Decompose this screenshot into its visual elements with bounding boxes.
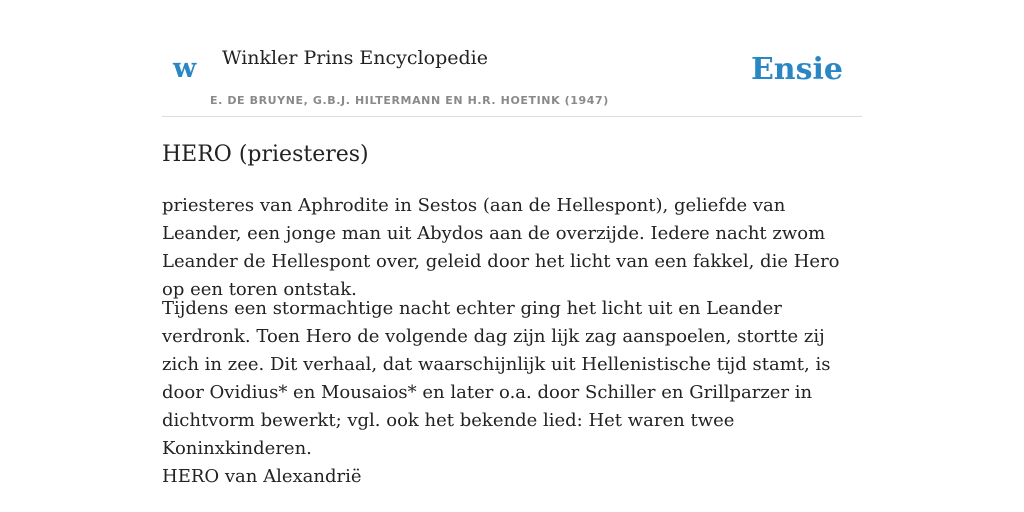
- entry-title: HERO (priesteres): [162, 142, 369, 167]
- source-logo[interactable]: w: [173, 53, 197, 84]
- entry-paragraph: Tijdens een stormachtige nacht echter ging het licht uit en Leander verdronk. Toen Hero de volgende dag zijn lijk zag aanspoelen, stortte zij zich in zee. Dit verhaal, dat waarschijnlijk uit Hellenistische tijd stamt, is door Ovidius* en Mousaios* en later o.a. door Schiller en Grillparzer in dichtvorm bewerkt; vgl. ook het bekende lied: Het waren twee Koninxkinderen.: [162, 298, 831, 459]
- next-entry-link[interactable]: HERO van Alexandrië: [162, 466, 362, 487]
- source-authors: E. DE BRUYNE, G.B.J. HILTERMANN EN H.R. HOETINK (1947): [210, 94, 609, 107]
- entry-paragraph: priesteres van Aphrodite in Sestos (aan de Hellespont), geliefde van Leander, een jonge man uit Abydos aan de overzijde. Iedere nacht zwom Leander de Hellespont over, geleid door het licht van een fakkel, die Hero op een toren ontstak.: [162, 195, 840, 300]
- source-title[interactable]: Winkler Prins Encyclopedie: [222, 47, 488, 69]
- header: [162, 0, 862, 117]
- page: [162, 0, 862, 487]
- ensie-logo[interactable]: Ensie: [750, 52, 843, 87]
